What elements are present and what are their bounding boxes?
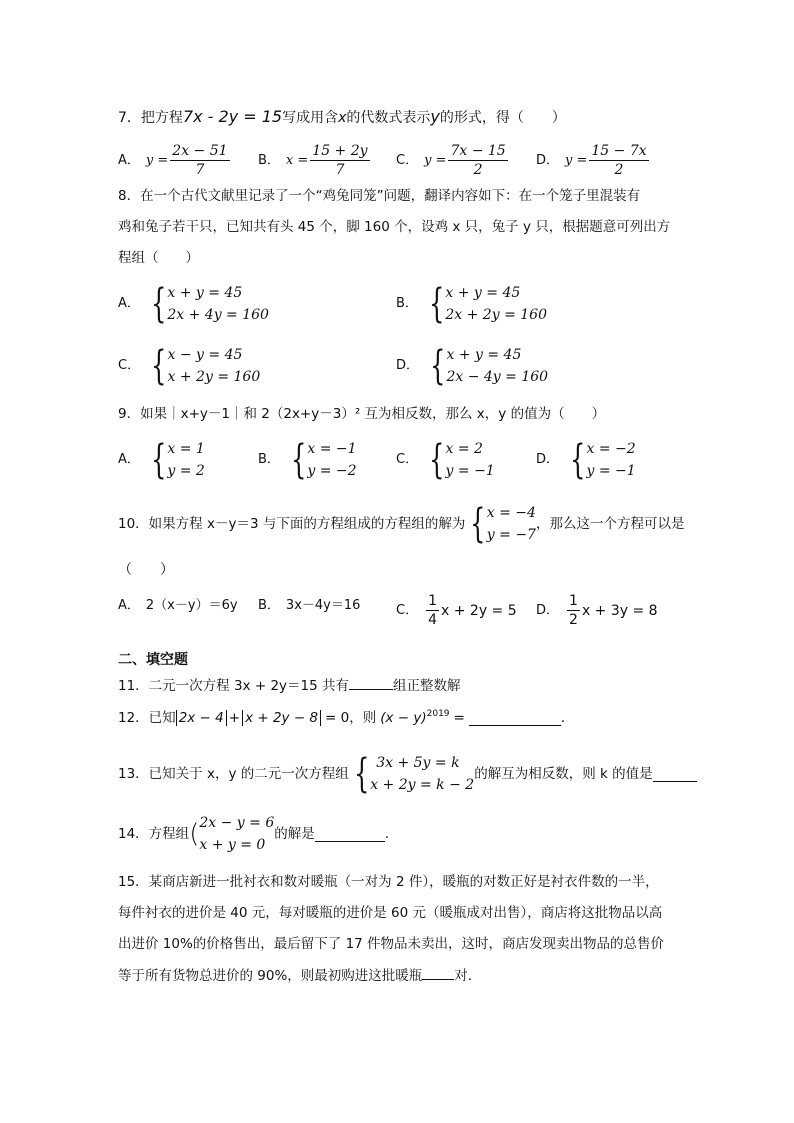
q10-option-b[interactable] [258, 596, 360, 616]
q14-prefix: 14．方程组 [118, 826, 190, 842]
option-fraction [426, 592, 439, 629]
q10-answer-paren: （ ） [118, 562, 174, 578]
equation-system [424, 282, 547, 326]
fraction-denominator: 4 [428, 612, 437, 628]
section-heading: 二、填空题 [118, 652, 188, 668]
q7-prefix: 7．把方程 [118, 110, 183, 126]
fraction-denominator: 2 [569, 612, 578, 628]
q9-option-d[interactable] [536, 438, 636, 482]
option-lhs: y = [424, 152, 447, 168]
q9-option-c[interactable] [396, 438, 495, 482]
q11-prefix: 11．二元一次方程 3x + 2y＝15 共有 [118, 678, 349, 694]
answer-blank[interactable] [349, 675, 393, 690]
q11-stem [118, 675, 461, 696]
left-brace: { [429, 281, 445, 327]
equation-system [286, 438, 357, 482]
option-label: A． [118, 296, 140, 311]
power-base: (x − y) [380, 710, 427, 726]
q7-option-d[interactable] [536, 142, 651, 179]
fraction-numerator: 7x − 15 [450, 143, 506, 159]
system-eq1: 2x − y = 6 [199, 815, 275, 831]
system-eq2: x + y = 0 [199, 837, 266, 853]
system-eq1: x = 2 [445, 441, 483, 457]
q8-option-b[interactable] [396, 282, 547, 326]
left-brace: { [151, 343, 167, 389]
q12-stem [118, 708, 574, 728]
option-label: D． [536, 452, 560, 467]
q12-prefix: 12．已知 [118, 710, 176, 726]
option-label: D． [536, 602, 560, 618]
fraction-numerator: 1 [569, 593, 578, 609]
q8-stem-line1: 8．在一个古代文献里记录了一个“鸡兔同笼”问题，翻译内容如下：在一个笼子里混装有 [118, 188, 641, 204]
abs-expression: x + 2y − 8 [242, 710, 321, 726]
fraction-denominator: 2 [473, 162, 483, 178]
left-paren: ( [189, 819, 200, 849]
left-brace: { [429, 437, 445, 483]
option-lhs: y = [145, 152, 169, 168]
abs-expression: 2x − 4 [176, 710, 227, 726]
answer-blank[interactable] [469, 711, 561, 726]
equation-system [565, 438, 636, 482]
left-brace: { [150, 281, 167, 327]
option-fraction [310, 142, 369, 179]
option-label: A． [118, 152, 140, 168]
system-eq2: y = 2 [167, 463, 205, 479]
q8-stem-line3: 程组（ ） [118, 250, 199, 266]
q11-suffix: 组正整数解 [393, 678, 461, 694]
q8-option-a[interactable] [118, 282, 269, 326]
fraction-denominator: 7 [335, 162, 345, 178]
option-label: B． [258, 452, 280, 467]
fraction-numerator: 15 − 7x [591, 143, 647, 159]
q15-stem-line1: 15．某商店新进一批衬衣和数对暖瓶（一对为 2 件），暖瓶的对数正好是衬衣件数的一半， [118, 874, 659, 890]
option-text: x + 2y = 5 [441, 602, 517, 619]
q7-option-b[interactable] [258, 142, 372, 179]
fraction-numerator: 2x − 51 [172, 143, 228, 159]
system-eq2: x + 2y = k − 2 [370, 777, 475, 793]
option-fraction [589, 142, 648, 179]
q12-end: ． [560, 710, 575, 726]
q13-prefix: 13．已知关于 x，y 的二元一次方程组 [118, 766, 349, 782]
q7-var-x: x [338, 110, 347, 126]
system-eq1: x − y = 45 [167, 347, 243, 363]
option-lhs: y = [565, 152, 588, 168]
fraction-denominator: 7 [195, 162, 205, 178]
left-brace: { [150, 437, 167, 483]
option-text: 3x－4y＝16 [285, 598, 361, 613]
q7-option-a[interactable] [118, 142, 232, 179]
fraction-numerator: 1 [428, 593, 437, 609]
q10-suffix: ，那么这一个方程可以是 [535, 516, 685, 532]
q8-option-c[interactable] [118, 344, 260, 388]
option-text: x + 3y = 8 [581, 602, 658, 619]
equation-system [146, 282, 269, 326]
equation-system [349, 752, 474, 796]
equation-system [424, 438, 495, 482]
q7-middle2: 的代数式表示 [346, 110, 431, 126]
system-eq1: x = −2 [586, 441, 636, 457]
option-label: C． [396, 152, 419, 168]
q12-mid: = 0，则 [325, 710, 377, 726]
q10-prefix: 10．如果方程 x－y＝3 与下面的方程组成的方程组的解为 [118, 516, 466, 532]
fraction-numerator: 15 + 2y [312, 143, 368, 159]
system-eq1: x = −4 [486, 505, 536, 521]
equation-system [465, 502, 536, 546]
plus-sign: + [228, 710, 241, 726]
q8-option-d[interactable] [396, 344, 548, 388]
q15-stem-line3: 出进价 10%的价格售出，最后留下了 17 件物品未卖出，这时，商店发现卖出物品的总售价 [118, 936, 665, 952]
q7-middle: 写成用含 [282, 110, 339, 126]
q14-stem [118, 812, 389, 856]
system-eq2: y = −1 [586, 463, 636, 479]
q9-option-b[interactable] [258, 438, 357, 482]
system-eq2: y = −1 [445, 463, 495, 479]
q7-stem [118, 107, 566, 128]
q15-stem-line4 [118, 965, 481, 986]
left-brace: { [353, 751, 370, 797]
system-eq2: 2x + 2y = 160 [445, 307, 547, 323]
system-eq1: x + y = 45 [167, 285, 243, 301]
q10-option-d[interactable] [536, 592, 658, 629]
q9-option-a[interactable] [118, 438, 205, 482]
equation-system [146, 344, 260, 388]
q10-option-c[interactable] [396, 592, 517, 629]
q15-line4-text: 等于所有货物总进价的 90%，则最初购进这批暖瓶 [118, 968, 423, 984]
option-label: B． [258, 598, 280, 613]
option-label: B． [396, 296, 418, 311]
option-lhs: x = [285, 152, 309, 168]
q13-stem [118, 752, 697, 796]
option-fraction [567, 592, 580, 629]
system-eq1: x = 1 [167, 441, 205, 457]
system-eq2: 2x + 4y = 160 [167, 307, 269, 323]
q13-suffix: 的解互为相反数，则 k 的值是 [474, 766, 653, 782]
q10-stem [118, 502, 684, 546]
option-label: D． [396, 358, 420, 373]
system-eq2: x + 2y = 160 [167, 369, 261, 385]
q8-stem-line2: 鸡和兔子若干只，已知共有头 45 个，脚 160 个，设鸡 x 只，兔子 y 只，根据题意可列出方 [118, 219, 671, 235]
q14-suffix: 的解是 [274, 826, 315, 842]
system-eq2: 2x − 4y = 160 [446, 369, 549, 385]
left-brace: { [430, 343, 446, 389]
power-exponent: 2019 [426, 709, 450, 719]
left-brace: { [470, 501, 486, 547]
answer-blank[interactable] [653, 767, 697, 782]
option-label: C． [396, 452, 419, 467]
q9-stem: 9．如果｜x+y－1｜和 2（2x+y－3）² 互为相反数，那么 x，y 的值为（ ） [118, 406, 606, 422]
option-fraction [170, 142, 229, 179]
option-label: C． [396, 602, 419, 618]
equals-sign: = [453, 710, 465, 726]
q14-end: . [384, 826, 390, 842]
fraction-denominator: 2 [614, 162, 624, 178]
option-label: A． [118, 598, 140, 613]
q10-option-a[interactable] [118, 596, 238, 616]
left-brace: { [570, 437, 586, 483]
answer-blank[interactable] [422, 965, 454, 980]
system-eq2: y = −2 [307, 463, 357, 479]
q7-option-c[interactable] [396, 142, 510, 179]
system-eq2: y = −7 [486, 527, 536, 543]
equation-system [199, 812, 274, 856]
system-eq1: 3x + 5y = k [376, 755, 460, 771]
option-fraction [448, 142, 507, 179]
left-brace: { [291, 437, 307, 483]
option-label: D． [536, 152, 560, 168]
option-text: 2（x－y）＝6y [145, 598, 238, 613]
q15-end: 对． [454, 968, 482, 984]
system-eq1: x + y = 45 [445, 285, 521, 301]
q7-equation: 7x - 2y = 15 [182, 107, 283, 126]
equation-system [425, 344, 548, 388]
system-eq1: x + y = 45 [446, 347, 522, 363]
answer-blank[interactable] [315, 827, 385, 842]
q15-stem-line2: 每件衬衣的进价是 40 元，每对暖瓶的进价是 60 元（暖瓶成对出售），商店将这批物品以高 [118, 905, 663, 921]
option-label: C． [118, 358, 141, 373]
option-label: A． [118, 452, 140, 467]
q7-var-y: y [430, 107, 440, 126]
q7-suffix: 的形式，得（ ） [439, 110, 566, 126]
system-eq1: x = −1 [307, 441, 357, 457]
equation-system [146, 438, 205, 482]
option-label: B． [258, 152, 280, 168]
